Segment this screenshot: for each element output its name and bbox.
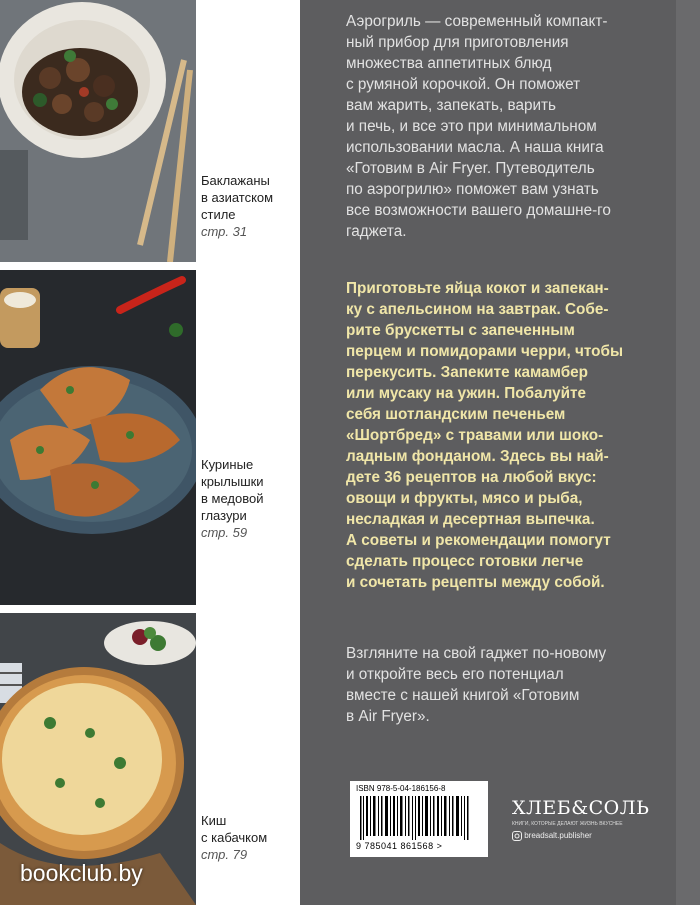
text-line: себя шотландским печеньем xyxy=(346,406,566,423)
dish-title-line: Куриные xyxy=(201,457,254,472)
text-line: и сочетать рецепты между собой. xyxy=(346,574,605,591)
text-line: ку с апельсином на завтрак. Собе- xyxy=(346,301,609,318)
social-icon xyxy=(512,831,522,841)
dish-caption-chicken-wings xyxy=(201,456,296,541)
text-line: все возможности вашего домашне-го xyxy=(346,202,611,219)
text-line: по аэрогрилю» поможет вам узнать xyxy=(346,181,599,198)
closing-paragraph xyxy=(346,643,646,727)
dish-title-line: Киш xyxy=(201,813,227,828)
text-line: множества аппетитных блюд xyxy=(346,55,552,72)
text-line: дете 36 рецептов на любой вкус: xyxy=(346,469,597,486)
dish-title-line: в медовой xyxy=(201,491,264,506)
dish-title-line: крылышки xyxy=(201,474,264,489)
text-line: Приготовьте яйца кокот и запекан- xyxy=(346,280,609,297)
photo-eggplant-dish xyxy=(0,0,196,262)
text-line: «Шортбред» с травами или шоко- xyxy=(346,427,604,444)
text-line: рите брускетты с запеченным xyxy=(346,322,575,339)
text-line: гаджета. xyxy=(346,223,407,240)
text-line: или мусаку на ужин. Побалуйте xyxy=(346,385,587,402)
text-line: в Air Fryer». xyxy=(346,708,430,725)
dish-title-line: с кабачком xyxy=(201,830,268,845)
text-line: использовании масла. А наша книга xyxy=(346,139,604,156)
dish-page-ref: стр. 59 xyxy=(201,525,248,540)
publisher-handle: breadsalt.publisher xyxy=(524,831,592,841)
dish-title-line: глазури xyxy=(201,508,247,523)
text-line: ладным фонданом. Здесь вы най- xyxy=(346,448,609,465)
text-line: сделать процесс готовки легче xyxy=(346,553,584,570)
text-line: «Готовим в Air Fryer. Путеводитель xyxy=(346,160,595,177)
dish-title-line: в азиатском xyxy=(201,190,274,205)
photo-chicken-wings xyxy=(0,270,196,605)
watermark: bookclub.by xyxy=(20,860,143,886)
intro-paragraph xyxy=(346,11,646,242)
text-line: овощи и фрукты, мясо и рыба, xyxy=(346,490,583,507)
publisher-name: ХЛЕБ&СОЛЬ xyxy=(512,797,650,819)
text-line: перцем и помидорами черри, чтобы xyxy=(346,343,624,360)
publisher-social xyxy=(512,831,632,841)
publisher-tagline: КНИГИ, КОТОРЫЕ ДЕЛАЮТ ЖИЗНЬ ВКУСНЕЕ xyxy=(512,821,623,827)
text-line: ный прибор для приготовления xyxy=(346,34,569,51)
dish-page-ref: стр. 31 xyxy=(201,224,248,239)
text-line: несладкая и десертная выпечка. xyxy=(346,511,595,528)
dish-title-line: Баклажаны xyxy=(201,173,270,188)
text-line: и откройте весь его потенциал xyxy=(346,666,564,683)
publisher-logo xyxy=(512,797,650,841)
dish-title-line: стиле xyxy=(201,207,236,222)
text-line: Аэрогриль — современный компакт- xyxy=(346,13,608,30)
dish-page-ref: стр. 79 xyxy=(201,847,248,862)
dish-caption-quiche xyxy=(201,812,296,863)
barcode-number: 9 785041 861568 > xyxy=(356,841,443,851)
text-line: перекусить. Запеките камамбер xyxy=(346,364,589,381)
text-line: вместе с нашей книгой «Готовим xyxy=(346,687,580,704)
barcode-label xyxy=(350,781,488,857)
text-line: и печь, и все это при минимальном xyxy=(346,118,597,135)
text-line: Взгляните на свой гаджет по-новому xyxy=(346,645,607,662)
isbn-text: ISBN 978-5-04-186156-8 xyxy=(356,784,446,793)
highlight-paragraph xyxy=(346,278,646,593)
dish-caption-eggplant xyxy=(201,172,296,240)
barcode-icon xyxy=(356,796,480,840)
text-line: с румяной корочкой. Он поможет xyxy=(346,76,581,93)
text-line: А советы и рекомендации помогут xyxy=(346,532,611,549)
text-line: вам жарить, запекать, варить xyxy=(346,97,556,114)
spine-edge xyxy=(676,0,700,905)
